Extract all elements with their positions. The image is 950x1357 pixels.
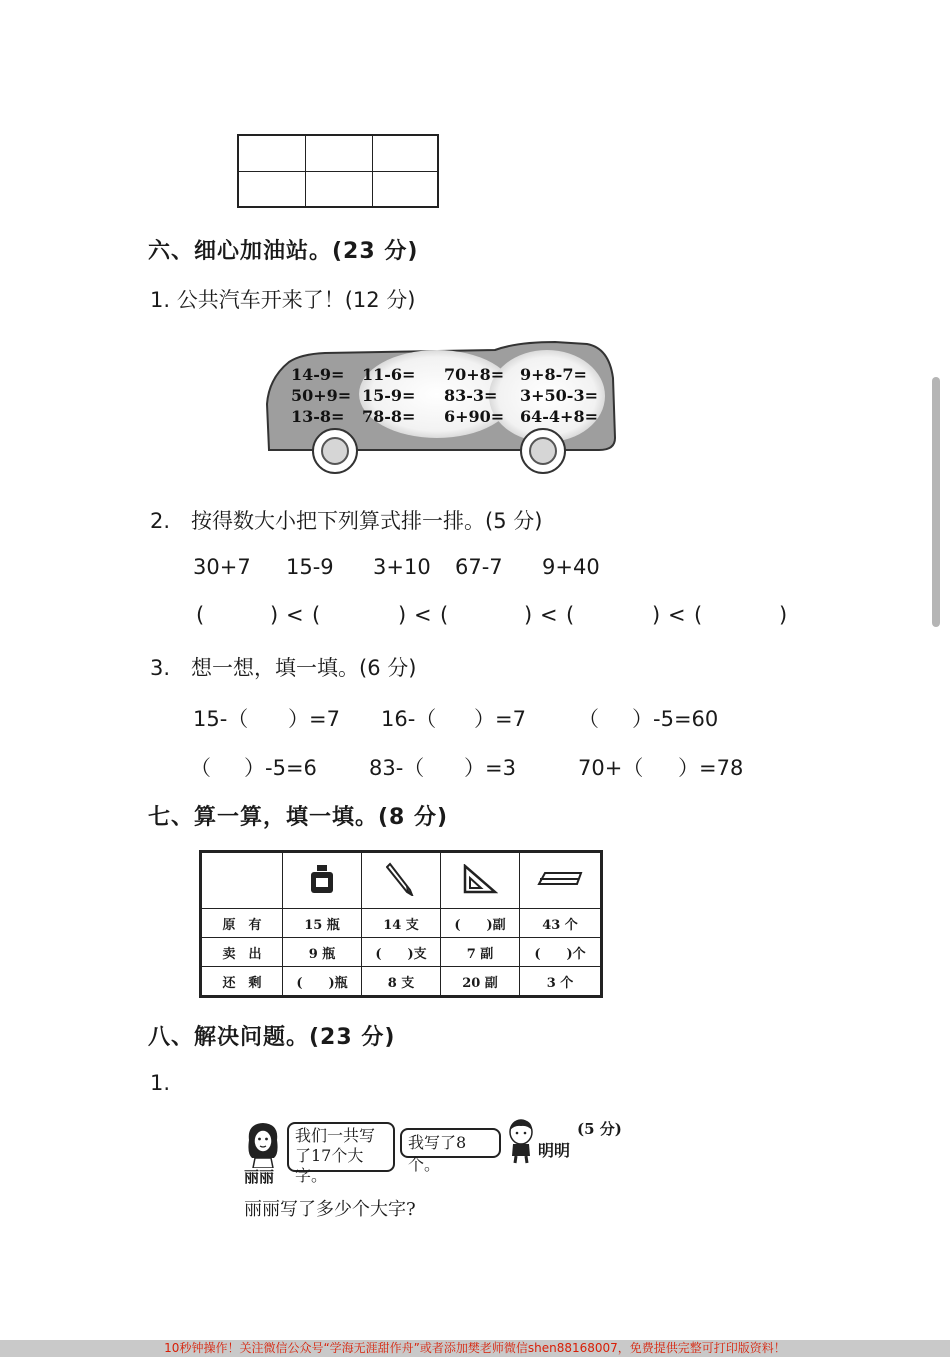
close-paren: ) (398, 603, 407, 627)
close-paren: ) (524, 603, 533, 627)
scrollbar-thumb[interactable] (932, 377, 940, 627)
bus-expr: 83-3= (444, 386, 498, 405)
q3-part: ）=78 (678, 756, 744, 780)
q2-expression: 15-9 (286, 555, 334, 579)
table-corner-cell (202, 853, 283, 909)
open-paren: ( (566, 603, 575, 627)
q2-expression: 30+7 (193, 555, 251, 579)
section8-title: 八、解决问题。(23 分) (148, 1025, 396, 1050)
bus-expr: 11-6= (362, 365, 416, 384)
boy-name: 明明 (538, 1141, 571, 1160)
set-square-icon (462, 864, 498, 894)
table-row (202, 938, 601, 967)
table-cell: ( )个 (520, 938, 601, 967)
bus-expr: 78-8= (362, 407, 416, 426)
q3-part: （ (190, 756, 211, 780)
answer-grid (237, 134, 439, 208)
q3-part: ）-5=60 (632, 707, 719, 731)
q3-part: 16-（ (381, 707, 437, 731)
q3-label: 3. 想一想，填一填。(6 分) (150, 656, 417, 680)
close-paren: ) (652, 603, 661, 627)
grid-cell (373, 172, 437, 206)
open-paren: ( (196, 603, 205, 627)
girl-speech-bubble (287, 1122, 395, 1185)
q3-part: ）=7 (288, 707, 340, 731)
close-paren: ) (779, 603, 788, 627)
q3-part: 83-（ (369, 756, 425, 780)
bus-expr: 70+8= (444, 365, 505, 384)
less-than-sign: < (668, 603, 686, 627)
stationery-grid (201, 852, 601, 996)
table-icon-cell (441, 853, 520, 909)
table-cell: ( )支 (362, 938, 441, 967)
table-cell: ( )瓶 (283, 967, 362, 996)
table-icon-cell (362, 853, 441, 909)
grid-cell (306, 172, 373, 206)
less-than-sign: < (540, 603, 558, 627)
q3-part: 15-（ (193, 707, 249, 731)
section6-title: 六、细心加油站。(23 分) (148, 239, 419, 264)
q1-question: 丽丽写了多少个大字? (244, 1199, 416, 1220)
ink-bottle-icon (308, 863, 336, 895)
table-cell: ( )副 (441, 909, 520, 938)
bus-wheel-hub (322, 438, 348, 464)
table-cell: 43 个 (520, 909, 601, 938)
eraser-icon (537, 870, 583, 888)
open-paren: ( (440, 603, 449, 627)
grid-cell (306, 136, 373, 172)
table-header-row (202, 853, 601, 909)
stationery-table (199, 850, 603, 998)
open-paren: ( (694, 603, 703, 627)
table-cell: 20 副 (441, 967, 520, 996)
row-label: 原 有 (202, 909, 283, 938)
q1-number: 1. (150, 1071, 171, 1095)
q2-expression: 67-7 (455, 555, 503, 579)
q2-expression: 3+10 (373, 555, 431, 579)
footer-text: 10秒钟操作！关注微信公众号“学海无涯甜作舟”或者添加樊老师微信shen88168007，免费提供完整可打印版资料！ (164, 1341, 786, 1355)
bus-expr: 13-8= (291, 407, 345, 426)
open-paren: ( (312, 603, 321, 627)
q2-expression: 9+40 (542, 555, 600, 579)
q2-label: 2. 按得数大小把下列算式排一排。(5 分) (150, 509, 543, 533)
q3-part: ）=3 (464, 756, 516, 780)
q1-label: 1. 公共汽车开来了！(12 分) (150, 288, 416, 312)
less-than-sign: < (286, 603, 304, 627)
bus-expr: 3+50-3= (520, 386, 598, 405)
speech-line: 了17个大字。 (295, 1146, 364, 1185)
boy-speech-bubble (400, 1128, 501, 1174)
bus-wheel-hub (530, 438, 556, 464)
bus-expr: 14-9= (291, 365, 345, 384)
q3-part: ）-5=6 (244, 756, 317, 780)
table-cell: 9 瓶 (283, 938, 362, 967)
grid-cell (239, 136, 306, 172)
grid-cell (373, 136, 437, 172)
q3-part: 70+（ (578, 756, 644, 780)
table-cell: 3 个 (520, 967, 601, 996)
row-label: 还 剩 (202, 967, 283, 996)
pen-icon (386, 862, 416, 896)
bus-expr: 15-9= (362, 386, 416, 405)
table-row (202, 967, 601, 996)
bus-expr: 50+9= (291, 386, 352, 405)
table-cell: 7 副 (441, 938, 520, 967)
q1-points: (5 分) (577, 1120, 622, 1138)
section7-title: 七、算一算，填一填。(8 分) (148, 805, 449, 830)
grid-cell (239, 172, 306, 206)
table-cell: 8 支 (362, 967, 441, 996)
table-icon-cell (283, 853, 362, 909)
close-paren: ) (270, 603, 279, 627)
q3-part: ）=7 (474, 707, 526, 731)
less-than-sign: < (414, 603, 432, 627)
row-label: 卖 出 (202, 938, 283, 967)
speech-line: 我们一共写 (295, 1126, 376, 1145)
table-icon-cell (520, 853, 601, 909)
table-cell: 15 瓶 (283, 909, 362, 938)
bus-expr: 6+90= (444, 407, 505, 426)
bus-expr: 64-4+8= (520, 407, 598, 426)
table-row (202, 909, 601, 938)
girl-figure-icon (244, 1120, 282, 1168)
speech-line: 我写了8个。 (408, 1133, 467, 1174)
girl-name: 丽丽 (244, 1168, 275, 1186)
q3-part: （ (578, 707, 599, 731)
table-cell: 14 支 (362, 909, 441, 938)
bus-expr: 9+8-7= (520, 365, 587, 384)
boy-figure-icon (505, 1118, 537, 1164)
